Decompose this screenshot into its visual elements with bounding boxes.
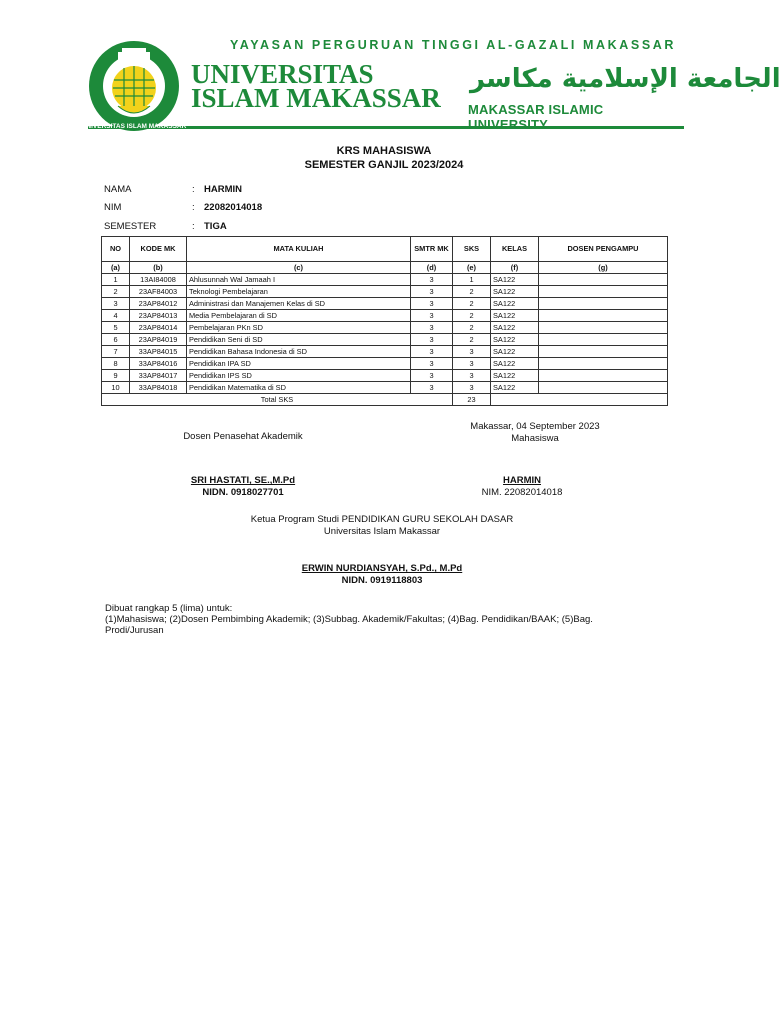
nim-label: NIM xyxy=(104,202,122,213)
subheader-g: (g) xyxy=(539,262,668,274)
cell-sks: 1 xyxy=(453,274,491,286)
cell-dosen-pengampu xyxy=(539,334,668,346)
cell-mata-kuliah: Pembelajaran PKn SD xyxy=(187,322,411,334)
cell-kode-mk: 23AP84019 xyxy=(130,334,187,346)
semester-label: SEMESTER xyxy=(104,221,157,232)
subheader-c: (c) xyxy=(187,262,411,274)
nama-value: HARMIN xyxy=(204,184,242,195)
table-row xyxy=(102,382,668,394)
head-id: NIDN. 0919118803 xyxy=(341,575,423,586)
cell-dosen-pengampu xyxy=(539,382,668,394)
cell-no: 5 xyxy=(102,322,130,334)
cell-mata-kuliah: Pendidikan IPS SD xyxy=(187,370,411,382)
cell-kelas: SA122 xyxy=(491,370,539,382)
cell-smtr-mk: 3 xyxy=(411,358,453,370)
nim-value: 22082014018 xyxy=(204,202,263,213)
cell-no: 7 xyxy=(102,346,130,358)
table-row xyxy=(102,370,668,382)
cell-mata-kuliah: Teknologi Pembelajaran xyxy=(187,286,411,298)
table-row xyxy=(102,298,668,310)
table-row xyxy=(102,274,668,286)
header-dosen-pengampu: DOSEN PENGAMPU xyxy=(539,237,668,262)
cell-kelas: SA122 xyxy=(491,322,539,334)
advisor-id: NIDN. 0918027701 xyxy=(202,487,284,498)
cell-kode-mk: 33AP84018 xyxy=(130,382,187,394)
cell-mata-kuliah: Administrasi dan Manajemen Kelas di SD xyxy=(187,298,411,310)
nama-label: NAMA xyxy=(104,184,132,195)
table-body xyxy=(102,274,668,394)
university-name-line1: UNIVERSITAS xyxy=(191,59,374,89)
cell-kelas: SA122 xyxy=(491,274,539,286)
cell-kode-mk: 33AP84016 xyxy=(130,358,187,370)
student-signature-block xyxy=(430,421,640,445)
total-sks: 23 xyxy=(453,394,491,406)
cell-mata-kuliah: Pendidikan Seni di SD xyxy=(187,334,411,346)
cell-mata-kuliah: Pendidikan Bahasa Indonesia di SD xyxy=(187,346,411,358)
table-row xyxy=(102,334,668,346)
title-line1: KRS MAHASISWA xyxy=(336,145,432,157)
subheader-f: (f) xyxy=(491,262,539,274)
cell-smtr-mk: 3 xyxy=(411,322,453,334)
advisor-title: Dosen Penasehat Akademik xyxy=(183,431,303,442)
cell-smtr-mk: 3 xyxy=(411,382,453,394)
cell-sks: 3 xyxy=(453,346,491,358)
cell-sks: 2 xyxy=(453,322,491,334)
header-no: NO xyxy=(102,237,130,262)
table-row xyxy=(102,310,668,322)
header-smtr-mk: SMTR MK xyxy=(411,237,453,262)
semester-value: TIGA xyxy=(204,221,227,232)
cell-dosen-pengampu xyxy=(539,346,668,358)
document-title xyxy=(0,144,768,172)
header-kelas: KELAS xyxy=(491,237,539,262)
table-row xyxy=(102,346,668,358)
cell-sks: 2 xyxy=(453,298,491,310)
letterhead xyxy=(81,30,781,132)
head-title-line1: Ketua Program Studi PENDIDIKAN GURU SEKOLAH DASAR xyxy=(250,514,514,525)
cell-smtr-mk: 3 xyxy=(411,346,453,358)
head-name: ERWIN NURDIANSYAH, S.Pd., M.Pd xyxy=(301,563,463,574)
colon: : xyxy=(192,202,195,213)
cell-kode-mk: 13AI84008 xyxy=(130,274,187,286)
total-row xyxy=(102,394,668,406)
university-name xyxy=(191,59,441,113)
cell-mata-kuliah: Ahlusunnah Wal Jamaah I xyxy=(187,274,411,286)
cell-kelas: SA122 xyxy=(491,346,539,358)
cell-sks: 2 xyxy=(453,286,491,298)
cell-no: 6 xyxy=(102,334,130,346)
total-label: Total SKS xyxy=(102,394,453,406)
header-kode-mk: KODE MK xyxy=(130,237,187,262)
cell-kode-mk: 23AP84013 xyxy=(130,310,187,322)
cell-smtr-mk: 3 xyxy=(411,286,453,298)
table-row xyxy=(102,286,668,298)
total-empty xyxy=(491,394,668,406)
student-signature xyxy=(430,475,614,499)
cell-sks: 3 xyxy=(453,358,491,370)
cell-kelas: SA122 xyxy=(491,310,539,322)
cell-no: 3 xyxy=(102,298,130,310)
advisor-signature xyxy=(140,475,346,499)
cell-smtr-mk: 3 xyxy=(411,274,453,286)
head-title-line2: Universitas Islam Makassar xyxy=(323,526,441,537)
student-title: Mahasiswa xyxy=(511,433,559,444)
cell-smtr-mk: 3 xyxy=(411,370,453,382)
cell-dosen-pengampu xyxy=(539,322,668,334)
cell-no: 8 xyxy=(102,358,130,370)
logo-caption: UNIVERSITAS ISLAM MAKASSAR xyxy=(81,123,187,130)
cell-kelas: SA122 xyxy=(491,382,539,394)
cell-dosen-pengampu xyxy=(539,358,668,370)
table-row xyxy=(102,322,668,334)
title-line2: SEMESTER GANJIL 2023/2024 xyxy=(304,159,464,171)
subheader-e: (e) xyxy=(453,262,491,274)
note-line1: Dibuat rangkap 5 (lima) untuk: xyxy=(105,603,233,614)
header-sks: SKS xyxy=(453,237,491,262)
student-id: NIM. 22082014018 xyxy=(481,487,563,498)
cell-kode-mk: 23AP84012 xyxy=(130,298,187,310)
table-header-row xyxy=(102,237,668,262)
subheader-b: (b) xyxy=(130,262,187,274)
cell-kelas: SA122 xyxy=(491,334,539,346)
student-name: HARMIN xyxy=(503,475,541,486)
cell-dosen-pengampu xyxy=(539,310,668,322)
cell-dosen-pengampu xyxy=(539,370,668,382)
place-date: Makassar, 04 September 2023 xyxy=(470,421,600,432)
cell-kelas: SA122 xyxy=(491,298,539,310)
cell-dosen-pengampu xyxy=(539,286,668,298)
head-signature xyxy=(230,563,534,587)
colon: : xyxy=(192,184,195,195)
cell-kode-mk: 23AP84014 xyxy=(130,322,187,334)
foundation-name: YAYASAN PERGURUAN TINGGI AL-GAZALI MAKASSAR xyxy=(229,38,677,52)
cell-dosen-pengampu xyxy=(539,274,668,286)
cell-kode-mk: 23AF84003 xyxy=(130,286,187,298)
copies-note xyxy=(105,603,625,636)
colon: : xyxy=(192,221,195,232)
university-name-line2: ISLAM MAKASSAR xyxy=(191,83,441,113)
cell-no: 2 xyxy=(102,286,130,298)
note-line2: (1)Mahasiswa; (2)Dosen Pembimbing Akademik; (3)Subbag. Akademik/Fakultas; (4)Bag. Pendidikan/BAAK; (5)Bag. Prodi/Jurusan xyxy=(105,614,593,636)
subheader-d: (d) xyxy=(411,262,453,274)
cell-kode-mk: 33AP84015 xyxy=(130,346,187,358)
subheader-a: (a) xyxy=(102,262,130,274)
cell-kode-mk: 33AP84017 xyxy=(130,370,187,382)
cell-no: 4 xyxy=(102,310,130,322)
cell-kelas: SA122 xyxy=(491,286,539,298)
arabic-university-name: الجامعة الإسلامية مكاسر xyxy=(470,64,781,94)
cell-kelas: SA122 xyxy=(491,358,539,370)
cell-no: 10 xyxy=(102,382,130,394)
cell-mata-kuliah: Media Pembelajaran di SD xyxy=(187,310,411,322)
cell-sks: 3 xyxy=(453,370,491,382)
advisor-title-block xyxy=(140,431,346,443)
university-logo xyxy=(81,40,187,132)
table-subheader-row xyxy=(102,262,668,274)
krs-table xyxy=(101,236,668,406)
header-mata-kuliah: MATA KULIAH xyxy=(187,237,411,262)
cell-smtr-mk: 3 xyxy=(411,310,453,322)
cell-mata-kuliah: Pendidikan IPA SD xyxy=(187,358,411,370)
cell-no: 9 xyxy=(102,370,130,382)
cell-no: 1 xyxy=(102,274,130,286)
head-title-block xyxy=(180,514,584,538)
cell-smtr-mk: 3 xyxy=(411,298,453,310)
table-row xyxy=(102,358,668,370)
cell-sks: 3 xyxy=(453,382,491,394)
cell-sks: 2 xyxy=(453,310,491,322)
cell-mata-kuliah: Pendidikan Matematika di SD xyxy=(187,382,411,394)
cell-sks: 2 xyxy=(453,334,491,346)
cell-dosen-pengampu xyxy=(539,298,668,310)
english-university-name: MAKASSAR ISLAMIC UNIVERSITY xyxy=(468,102,604,132)
advisor-name: SRI HASTATI, SE.,M.Pd xyxy=(190,475,296,486)
cell-smtr-mk: 3 xyxy=(411,334,453,346)
